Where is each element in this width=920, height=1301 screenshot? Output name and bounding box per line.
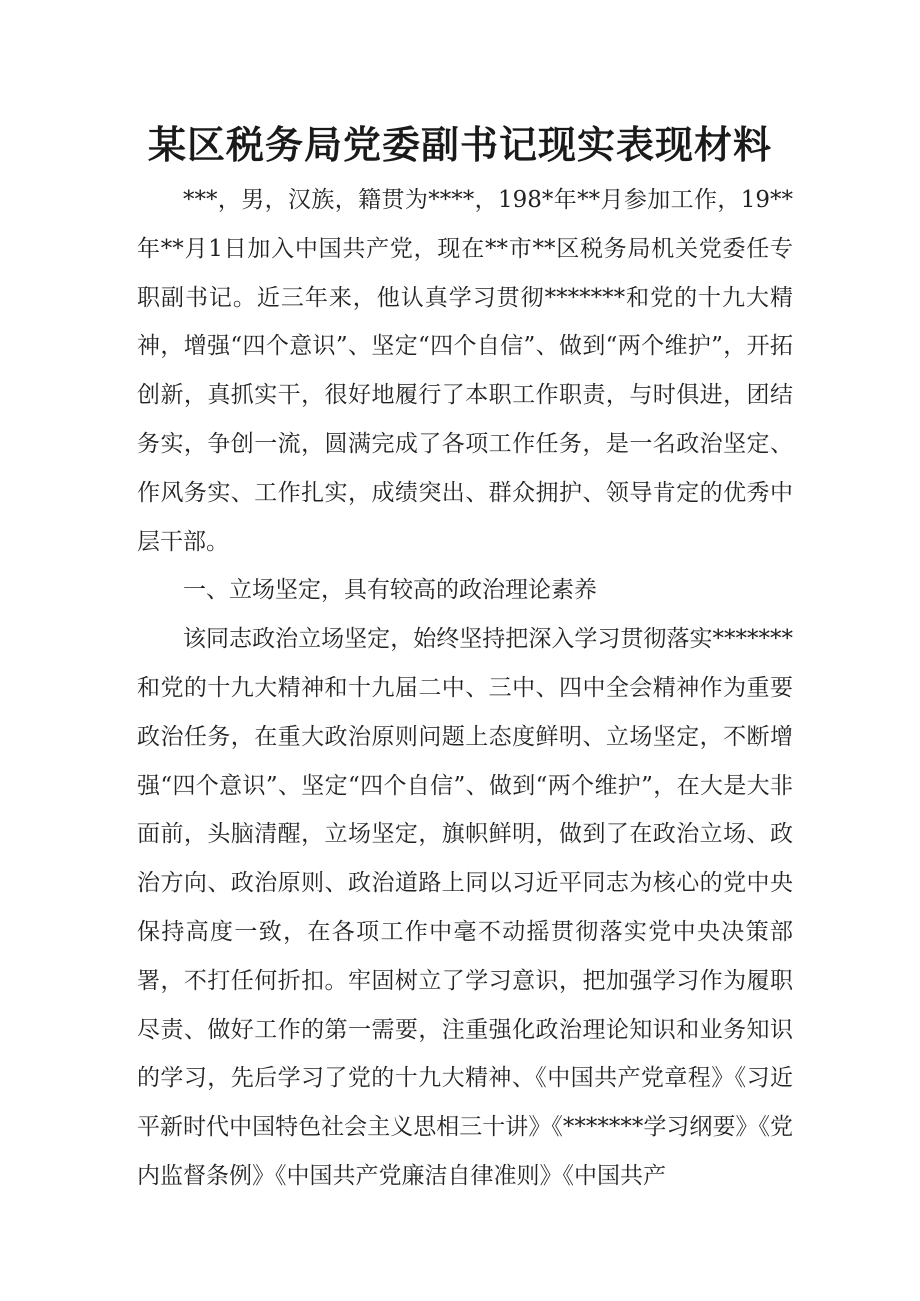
document-title: 某区税务局党委副书记现实表现材料	[147, 123, 772, 167]
section-1-heading: 一、立场坚定，具有较高的政治理论素养	[183, 577, 597, 604]
document-body	[137, 176, 793, 1201]
section-1-paragraph: 该同志政治立场坚定，始终坚持把深入学习贯彻落实*******和党的十九大精神和十九届二中、三中、四中全会精神作为重要政治任务，在重大政治原则问题上态度鲜明、立场坚定，不断增强“四个意识”、坚定“四个自信”、做到“两个维护”，在大是大非面前，头脑清醒，立场坚定，旗帜鲜明，做到了在政治立场、政治方向、政治原则、政治道路上同以习近平同志为核心的党中央保持高度一致，在各项工作中毫不动摇贯彻落实党中央决策部署，不打任何折扣。牢固树立了学习意识，把加强学习作为履职尽责、做好工作的第一需要，注重强化政治理论知识和业务知识的学习，先后学习了党的十九大精神、《中国共产党章程》《习近平新时代中国特色社会主义思相三十讲》《*******学习纲要》《党内监督条例》《中国共产党廉洁自律准则》《中国共产	[137, 626, 793, 1189]
intro-paragraph: ***，男，汉族，籍贯为****，198*年**月参加工作，19**年**月1日加入中国共产党，现在**市**区税务局机关党委任专职副书记。近三年来，他认真学习贯彻*******和党的十九大精神，增强“四个意识”、坚定“四个自信”、做到“两个维护”，开拓创新，真抓实干，很好地履行了本职工作职责，与时俱进，团结务实，争创一流，圆满完成了各项工作任务，是一名政治坚定、作风务实、工作扎实，成绩突出、群众拥护、领导肯定的优秀中层干部。	[137, 187, 793, 555]
